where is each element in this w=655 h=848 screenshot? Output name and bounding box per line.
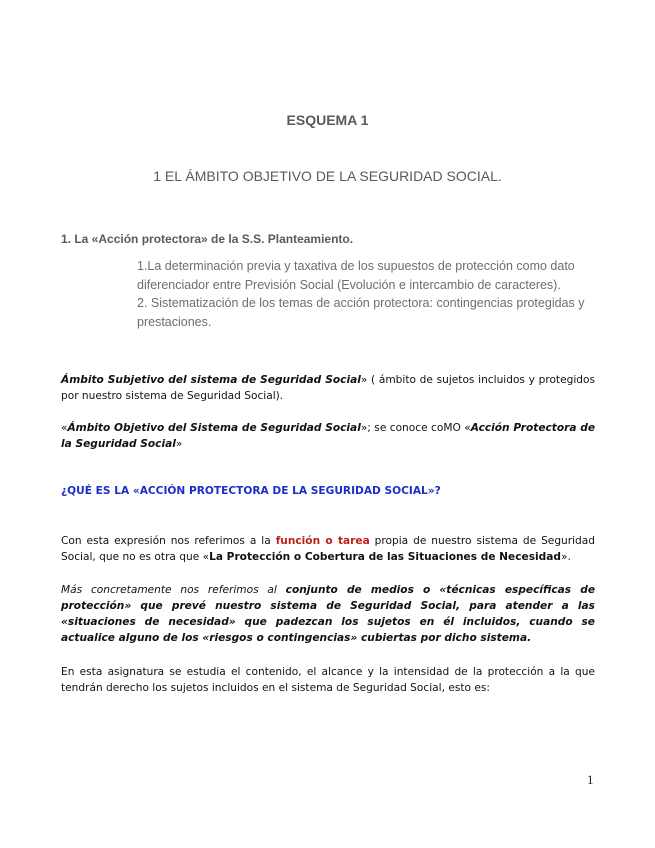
conjunto-medios-text: conjunto de medios o «técnicas específicas de protección» que prevé nuestro sistema de Seguridad Social, para atender a las «situaciones de necesidad» que padezcan los sujetos en él incluidos, cuando se actualice alguno de los «riesgos o contingencias» cubiertas por dicho sistema. [61,584,595,644]
sublist-item-1: 1.La determinación previa y taxativa de los supuestos de protección como dato diferenciador entre Previsión Social (Evolución e intercambio de caracteres). [137,259,575,292]
concretamente-lead: Más concretamente nos referimos al [61,584,286,596]
paragraph-definition [61,533,595,565]
accion-protectora-term: Acción Protectora de la Seguridad Social [61,422,596,450]
question-heading: ¿QUÉ ES LA «ACCIÓN PROTECTORA DE LA SEGURIDAD SOCIAL»? [61,485,441,497]
page-number: 1 [587,772,594,787]
funcion-tarea-highlight: función o tarea [275,535,370,547]
proteccion-cobertura-term: La Protección o Cobertura de las Situaciones de Necesidad [209,551,561,563]
paragraph-concretamente [61,582,595,646]
section-heading: 1. La «Acción protectora» de la S.S. Planteamiento. [61,232,354,246]
paragraph-ambito-objetivo [61,420,595,452]
ambito-subjetivo-term: Ámbito Subjetivo del sistema de Seguridad Social [61,374,361,386]
paragraph-ambito-subjetivo [61,372,595,404]
document-title: ESQUEMA 1 [286,112,369,128]
ambito-objetivo-term: Ámbito Objetivo del Sistema de Seguridad Social [67,422,361,434]
paragraph-asignatura: En esta asignatura se estudia el contenido, el alcance y la intensidad de la protección a la que tendrán derecho los sujetos incluidos en el sistema de Seguridad Social, esto es: [61,666,595,694]
definition-text-a: Con esta expresión nos referimos a la [61,535,276,547]
quote-open: « [61,422,68,434]
document-subtitle: 1 EL ÁMBITO OBJETIVO DE LA SEGURIDAD SOCIAL. [153,168,502,184]
ambito-objetivo-connector: »; se conoce coMO « [360,422,471,434]
section-sublist [137,257,597,331]
sublist-item-2: 2. Sistematización de los temas de acción protectora: contingencias protegidas y prestaciones. [137,296,585,329]
quote-close: » [175,438,183,450]
definition-text-c: ». [560,551,571,563]
ambito-subjetivo-text: » ( ámbito de sujetos incluidos y protegidos por nuestro sistema de Seguridad Social). [61,374,595,402]
definition-text-b: propia de nuestro sistema de Seguridad Social, que no es otra que « [61,535,595,563]
